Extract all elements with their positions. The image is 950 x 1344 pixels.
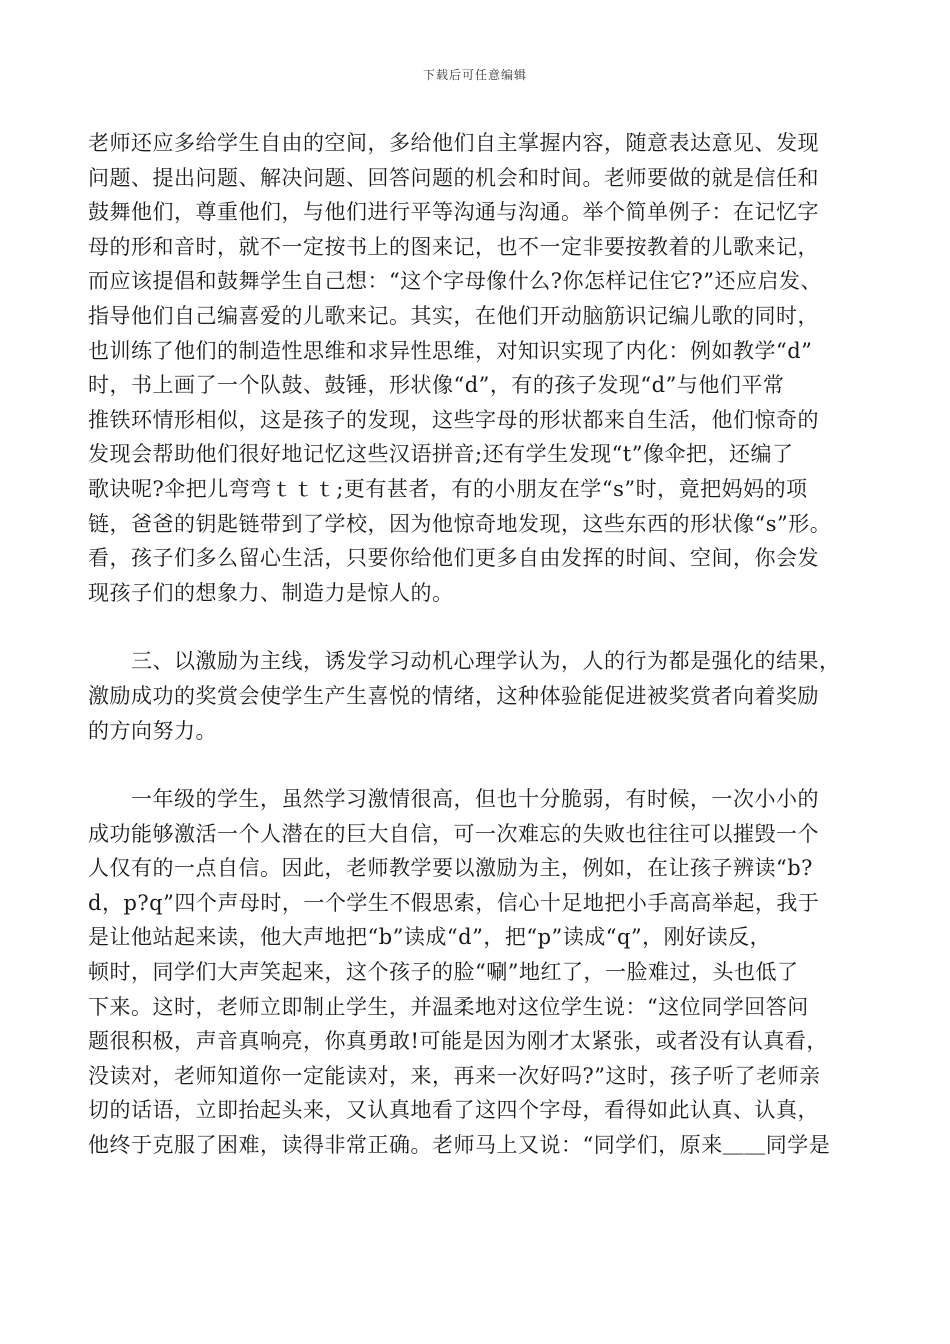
text-line: 成功能够激活一个人潜在的巨大自信，可一次难忘的失败也往往可以摧毁一个 (88, 821, 819, 846)
text-line: 切的话语，立即抬起头来，又认真地看了这四个字母，看得如此认真、认真， (88, 1098, 819, 1123)
document-body (88, 126, 863, 1163)
text-line: 鼓舞他们，尊重他们，与他们进行平等沟通与沟通。举个简单例子：在记忆字 (88, 200, 819, 225)
text-line: 一年级的学生，虽然学习激情很高，但也十分脆弱，有时候，一次小小的 (88, 787, 819, 812)
paragraph (88, 644, 863, 748)
text-line: 链，爸爸的钥匙链带到了学校，因为他惊奇地发现，这些东西的形状像“s”形。 (88, 511, 832, 536)
paragraph (88, 126, 863, 610)
text-line: 歌诀呢?伞把儿弯弯ｔｔｔ;更有甚者，有的小朋友在学“s”时，竟把妈妈的项 (88, 476, 808, 501)
paragraph (88, 782, 863, 1163)
text-line: 激励成功的奖赏会使学生产生喜悦的情绪，这种体验能促进被奖赏者向着奖励 (88, 683, 819, 708)
text-line: 现孩子们的想象力、制造力是惊人的。 (88, 580, 454, 605)
text-line: 而应该提倡和鼓舞学生自己想：“这个字母像什么?你怎样记住它?”还应启发、 (88, 269, 822, 294)
text-line: 是让他站起来读，他大声地把“b”读成“d”，把“p”读成“q”，刚好读反， (88, 925, 772, 950)
text-line: 三、以激励为主线，诱发学习动机心理学认为，人的行为都是强化的结果， (88, 649, 841, 674)
text-line: 母的形和音时，就不一定按书上的图来记，也不一定非要按教着的儿歌来记， (88, 234, 819, 259)
text-line: 没读对，老师知道你一定能读对，来，再来一次好吗?”这时，孩子听了老师亲 (88, 1063, 821, 1088)
text-line: 问题、提出问题、解决问题、回答问题的机会和时间。老师要做的就是信任和 (88, 165, 819, 190)
paragraph-gap (88, 748, 863, 782)
text-line: 看，孩子们多么留心生活，只要你给他们更多自由发挥的时间、空间，你会发 (88, 546, 819, 571)
text-line: 推铁环情形相似，这是孩子的发现，这些字母的形状都来自生活，他们惊奇的 (88, 407, 819, 432)
text-line: d，p?q”四个声母时，一个学生不假思索，信心十足地把小手高高举起，我于 (88, 890, 820, 915)
paragraph-gap (88, 610, 863, 644)
text-line: 的方向努力。 (88, 718, 217, 743)
text-line: 人仅有的一点自信。因此，老师教学要以激励为主，例如，在让孩子辨读“b? (88, 856, 813, 881)
text-line: 顿时，同学们大声笑起来，这个孩子的脸“唰”地红了，一脸难过，头也低了 (88, 960, 799, 985)
text-line: 发现会帮助他们很好地记忆这些汉语拼音;还有学生发现“t”像伞把，还编了 (88, 442, 794, 467)
text-line: 老师还应多给学生自由的空间，多给他们自主掌握内容，随意表达意见、发现 (88, 131, 819, 155)
text-line: 他终于克服了困难，读得非常正确。老师马上又说：“同学们，原来＿＿同学是 (88, 1133, 831, 1158)
text-line: 指导他们自己编喜爱的儿歌来记。其实，在他们开动脑筋识记编儿歌的同时， (88, 303, 819, 328)
text-line: 题很积极，声音真响亮，你真勇敢!可能是因为刚才太紧张，或者没有认真看， (88, 1029, 828, 1054)
text-line: 时，书上画了一个队鼓、鼓锤，形状像“d”，有的孩子发现“d”与他们平常 (88, 373, 785, 398)
text-line: 下来。这时，老师立即制止学生，并温柔地对这位学生说：“这位同学回答问 (88, 994, 809, 1019)
text-line: 也训练了他们的制造性思维和求异性思维，对知识实现了内化：例如教学“d” (88, 338, 813, 363)
page-header: 下载后可任意编辑 (422, 68, 527, 82)
